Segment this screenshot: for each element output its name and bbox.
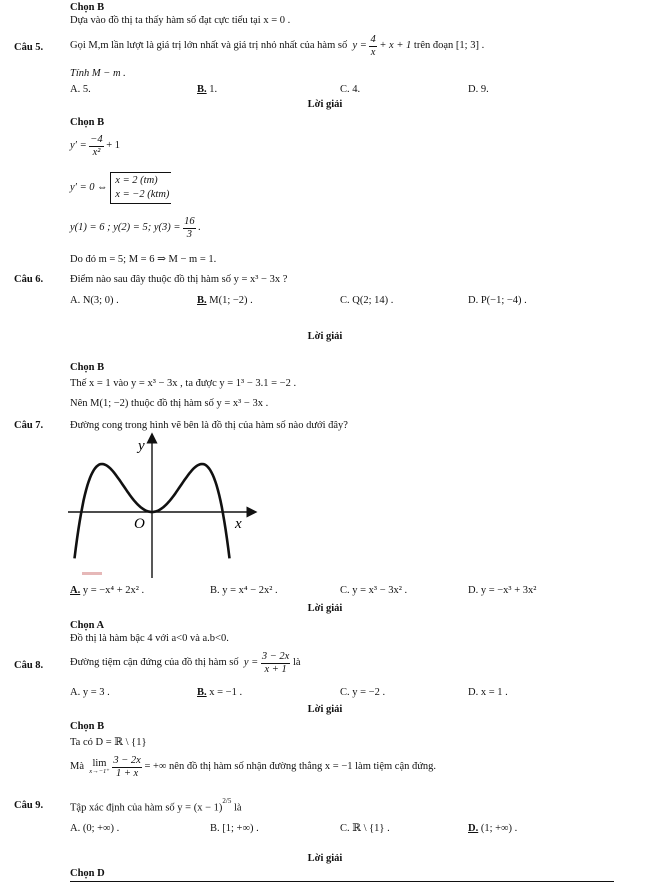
question-text: Đường tiệm cận đứng của đồ thị hàm số y = $\frac{3 - 2x}{x + 1}$ là	[70, 651, 301, 675]
solution-title: Lời giải	[307, 99, 343, 110]
option-d: D. y = −x³ + 3x²	[468, 585, 537, 596]
conclusion-line: Do đó m = 5; M = 6 ⇒ M − m = 1.	[70, 254, 217, 265]
derivative-line: y′ = $\frac{-4}{\text{x²}}$ + 1	[70, 134, 121, 158]
function-graph	[64, 432, 260, 582]
question-text: Đường cong trong hình vẽ bên là đồ thị của hàm số nào dưới đây?	[70, 420, 348, 431]
origin-label: O	[134, 516, 145, 532]
solution-line: Nên M(1; −2) thuộc đồ thị hàm số y = x³ − 3x .	[70, 398, 269, 409]
option-a: A. (0; +∞) .	[70, 823, 120, 834]
option-d: D. (1; +∞) .	[468, 823, 518, 834]
question-ask: Tính M − m .	[70, 68, 126, 79]
option-d: D. P(−1; −4) .	[468, 295, 527, 306]
answer-label: Chọn B	[70, 721, 105, 732]
question-label: Câu 9.	[14, 800, 44, 811]
question-label: Câu 5.	[14, 42, 44, 53]
solution-title: Lời giải	[307, 331, 343, 342]
values-line: y(1) = 6 ; y(2) = 5; y(3) = $\frac{16}{3}$ .	[70, 216, 201, 240]
answer-label: Chọn B	[70, 362, 105, 373]
option-a: A. y = 3 .	[70, 687, 110, 698]
answer-label: Chọn A	[70, 620, 105, 631]
option-d: D. 9.	[468, 84, 489, 95]
option-a: A. 5.	[70, 84, 91, 95]
x-axis-label: x	[235, 516, 242, 532]
solution-title: Lời giải	[307, 704, 343, 715]
solution-title: Lời giải	[307, 603, 343, 614]
solution-line: Thế x = 1 vào y = x³ − 3x , ta được y = 1³ − 3.1 = −2 .	[70, 378, 297, 389]
question-text: Điểm nào sau đây thuộc đồ thị hàm số y = x³ − 3x ?	[70, 274, 288, 285]
option-c: C. ℝ \ {1} .	[340, 823, 390, 834]
option-b: B. M(1; −2) .	[197, 295, 253, 306]
question-text: Gọi M,m lần lượt là giá trị lớn nhất và giá trị nhỏ nhất của hàm số y = $\frac{4}{x}$ + x + 1 trên đoạn [1; 3] .	[70, 34, 485, 58]
equation-system: y′ = 0 ⇔ x = 2 (tm) x = −2 (ktm)	[70, 172, 171, 204]
option-b: B. y = x⁴ − 2x² .	[210, 585, 278, 596]
option-a: A. N(3; 0) .	[70, 295, 119, 306]
option-b: B. x = −1 .	[197, 687, 243, 698]
answer-label: Chọn B	[70, 117, 105, 128]
question-label: Câu 8.	[14, 660, 44, 671]
limit-line: Mà lim x→−1⁺ $\frac{3 - 2x}{1 + x}$ = +∞ nên đồ thị hàm số nhận đường thẳng x = −1 làm tiệm cận đứng.	[70, 755, 437, 779]
footer-divider	[70, 881, 614, 882]
decor-mark	[82, 572, 102, 575]
text-line: Dựa vào đồ thị ta thấy hàm số đạt cực tiểu tại x = 0 .	[70, 15, 291, 26]
option-c: C. 4.	[340, 84, 361, 95]
y-axis-label: y	[138, 438, 145, 454]
solution-title: Lời giải	[307, 853, 343, 864]
question-text: Tập xác định của hàm số $y = (x - 1)^{2/5}$ là	[70, 797, 242, 814]
solution-line: Đồ thị là hàm bậc 4 với a<0 và a.b<0.	[70, 633, 229, 644]
option-c: C. y = x³ − 3x² .	[340, 585, 408, 596]
option-b: B. [1; +∞) .	[210, 823, 259, 834]
option-c: C. Q(2; 14) .	[340, 295, 394, 306]
question-label: Câu 7.	[14, 420, 44, 431]
option-b: B. 1.	[197, 84, 218, 95]
option-a: A. y = −x⁴ + 2x² .	[70, 585, 145, 596]
domain-line: Ta có D = ℝ \ {1}	[70, 737, 147, 748]
answer-label: Chọn D	[70, 868, 105, 879]
question-label: Câu 6.	[14, 274, 44, 285]
option-d: D. x = 1 .	[468, 687, 508, 698]
option-c: C. y = −2 .	[340, 687, 386, 698]
answer-label: Chọn B	[70, 2, 105, 13]
